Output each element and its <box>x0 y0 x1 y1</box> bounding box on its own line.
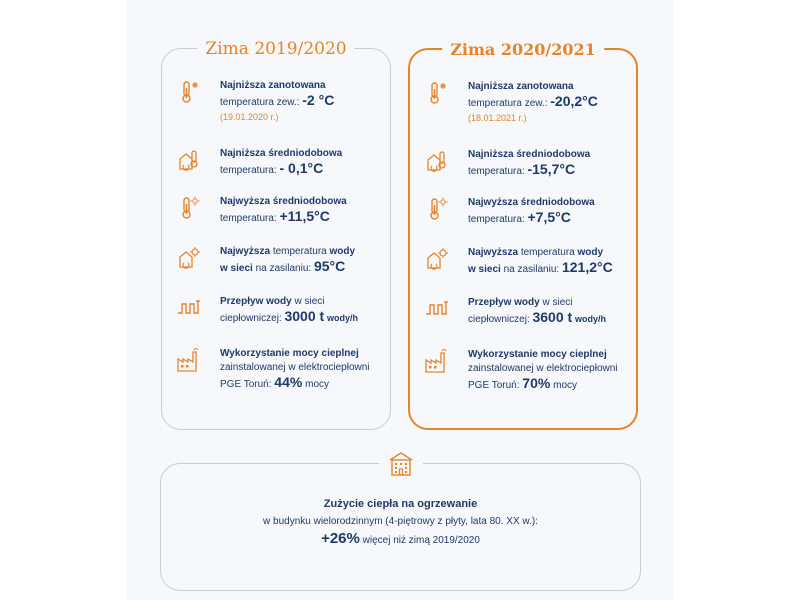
item-value: 44% <box>274 374 303 390</box>
winter-2019-2020-panel <box>161 39 391 430</box>
item-label-bold: w sieci <box>468 264 501 275</box>
item-prefix: temperatura zew.: <box>468 98 548 109</box>
item-value: +11,5°C <box>279 208 330 224</box>
item-value: - 0,1°C <box>279 160 324 176</box>
item-prefix: ciepłowniczej: <box>468 314 530 325</box>
panel-title: Zima 2019/2020 <box>197 37 354 61</box>
item-date: (19.01.2020 r.) <box>220 112 279 122</box>
item-unit: wody/h <box>326 313 358 323</box>
heat-consumption-title: Zużycie ciepła na ogrzewanie <box>323 498 478 510</box>
item-prefix: temperatura: <box>468 166 525 177</box>
thermometer-sun-icon <box>176 195 202 221</box>
item-label: Najwyższa średniodobowa <box>220 196 347 207</box>
item-label: Najniższa średniodobowa <box>220 148 343 159</box>
item-prefix: temperatura zew.: <box>220 97 300 108</box>
item-label: Najwyższa średniodobowa <box>468 197 595 208</box>
item-label-bold: wody <box>329 246 356 257</box>
thermometer-house-icon <box>424 148 450 174</box>
item-label: Przepływ wody <box>468 297 540 308</box>
thermometer-sun-icon <box>424 196 450 222</box>
item-value: -2 °C <box>302 92 335 108</box>
power-plant-icon <box>424 348 450 374</box>
heat-consumption-value: +26% <box>321 530 360 547</box>
item-date: (18.01.2021 r.) <box>468 113 527 123</box>
winter-2020-2021-panel <box>408 40 638 430</box>
item-prefix: na zasilaniu: <box>255 263 312 274</box>
item-value: 3600 t <box>532 309 573 325</box>
panel-title: Zima 2020/2021 <box>442 38 604 62</box>
item-unit: mocy <box>553 380 578 391</box>
pipe-flow-icon <box>176 295 202 321</box>
item-label-bold: wody <box>577 247 604 258</box>
item-label-plain: temperatura <box>520 247 575 258</box>
item-value: -20,2°C <box>550 93 598 109</box>
heat-consumption-description: w budynku wielorodzinnym (4-piętrowy z płyty, lata 80. XX w.): <box>263 516 538 527</box>
item-label: Najwyższa <box>468 247 519 258</box>
item-prefix: temperatura: <box>468 214 525 225</box>
thermometer-house-icon <box>176 147 202 173</box>
power-plant-icon <box>176 347 202 373</box>
thermometer-snow-icon <box>424 80 450 106</box>
item-label: Wykorzystanie mocy cieplnej <box>220 348 359 359</box>
item-unit: wody/h <box>574 314 606 324</box>
item-label-plain: w sieci <box>294 296 325 307</box>
item-prefix: temperatura: <box>220 213 277 224</box>
pipe-flow-icon <box>424 296 450 322</box>
apartment-building-icon <box>379 450 423 478</box>
item-prefix: temperatura: <box>220 165 277 176</box>
item-label-line2: zainstalowanej w elektrociepłowni <box>220 362 370 373</box>
item-value: 70% <box>522 375 551 391</box>
item-value: 95°C <box>313 258 346 274</box>
item-label-plain: w sieci <box>542 297 573 308</box>
item-value: +7,5°C <box>527 209 571 225</box>
item-label: Najwyższa <box>220 246 271 257</box>
item-prefix: PGE Toruń: <box>468 380 520 391</box>
item-value: 3000 t <box>284 308 325 324</box>
item-value: 121,2°C <box>561 259 613 275</box>
item-unit: mocy <box>305 379 330 390</box>
thermometer-snow-icon <box>176 79 202 105</box>
item-label: Przepływ wody <box>220 296 292 307</box>
item-prefix: na zasilaniu: <box>503 264 560 275</box>
item-label-bold: w sieci <box>220 263 253 274</box>
item-prefix: ciepłowniczej: <box>220 313 282 324</box>
heat-consumption-panel <box>160 463 641 591</box>
item-prefix: PGE Toruń: <box>220 379 272 390</box>
water-temperature-icon <box>424 246 450 272</box>
item-label: Najniższa zanotowana <box>220 80 326 91</box>
item-label-line2: zainstalowanej w elektrociepłowni <box>468 363 618 374</box>
item-label: Najniższa średniodobowa <box>468 149 591 160</box>
item-label: Najniższa zanotowana <box>468 81 574 92</box>
water-temperature-icon <box>176 245 202 271</box>
item-value: -15,7°C <box>527 161 576 177</box>
item-label: Wykorzystanie mocy cieplnej <box>468 349 607 360</box>
item-label-plain: temperatura <box>272 246 327 257</box>
heat-consumption-comparison: więcej niż zimą 2019/2020 <box>362 535 480 546</box>
